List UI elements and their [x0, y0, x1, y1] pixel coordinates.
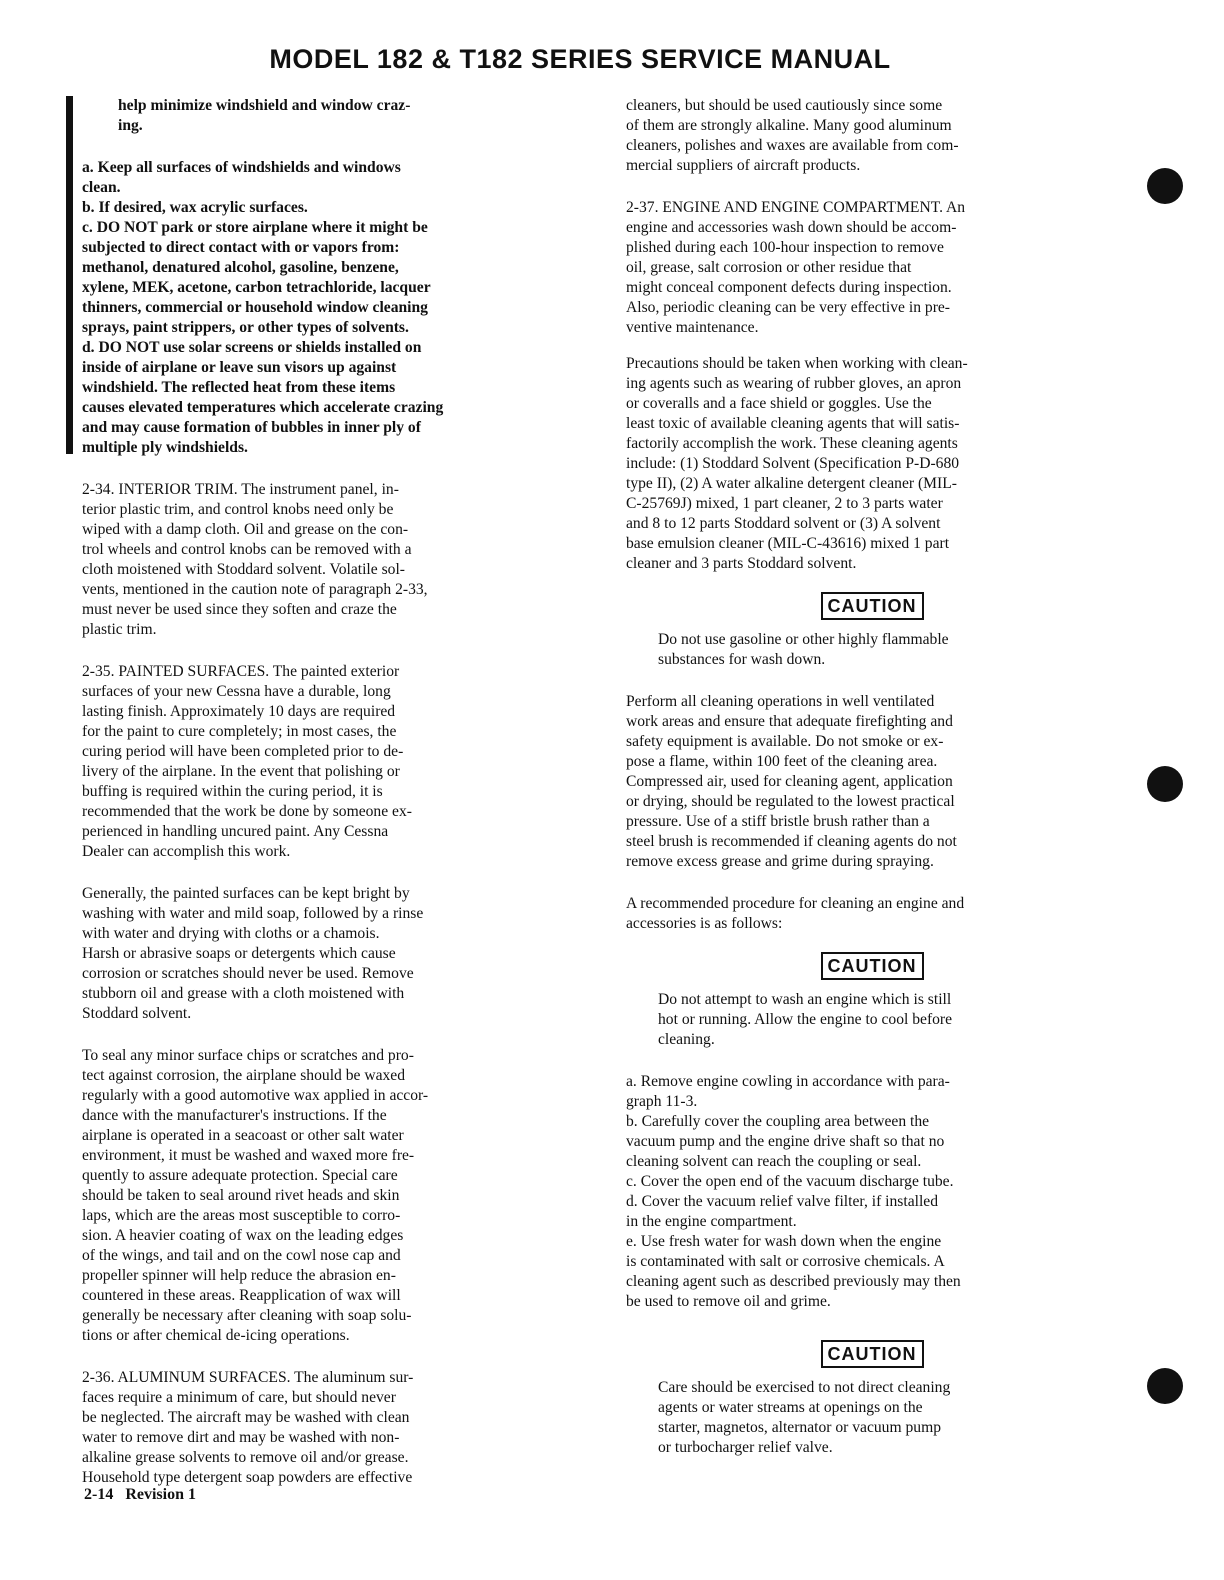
paragraph-aluminum-continued: cleaners, but should be used cautiously since some of them are strongly alkaline. Many good aluminum cleaners, polishes and waxes are available from com- mercial suppliers of aircraft products. — [626, 97, 959, 174]
right-column — [626, 96, 1118, 1458]
intro-text: help minimize windshield and window craz- ing. — [118, 97, 411, 134]
paragraph-2-34-interior-trim: 2-34. INTERIOR TRIM. The instrument panel, in- terior plastic trim, and control knobs need only be wiped with a damp cloth. Oil and grease on the con- trol wheels and control knobs can be removed with a cloth moistened with Stoddard solvent. Volatile sol- vents, mentioned in the caution note of paragraph 2-33, must never be used since they soften and craze the plastic trim. — [82, 481, 428, 638]
page-number: 2-14 — [84, 1486, 114, 1503]
revision-change-bar — [66, 96, 73, 454]
binder-hole-middle — [1147, 766, 1183, 802]
step-d: d. Cover the vacuum relief valve filter, if installed in the engine compartment. — [626, 1193, 939, 1230]
caution-heading-2 — [626, 952, 1118, 980]
left-column — [82, 96, 582, 1488]
caution-text-2: Do not attempt to wash an engine which is still hot or running. Allow the engine to cool before cleaning. — [658, 991, 953, 1048]
caution-text-3: Care should be exercised to not direct cleaning agents or water streams at openings on the starter, magnetos, alternator or vacuum pump or turbocharger relief valve. — [658, 1379, 951, 1456]
step-e: e. Use fresh water for wash down when the engine is contaminated with salt or corrosive chemicals. A cleaning agent such as described previously may then be used to remove oil and grime. — [626, 1233, 961, 1310]
caution-text-1: Do not use gasoline or other highly flammable substances for wash down. — [658, 631, 949, 668]
list-item-a: a. Keep all surfaces of windshields and windows clean. — [82, 159, 401, 196]
paragraph-perform-cleaning: Perform all cleaning operations in well ventilated work areas and ensure that adequate firefighting and safety equipment is available. Do not smoke or ex- pose a flame, within 100 feet of the cleaning area. Compressed air, used for cleaning agent, application or drying, should be regulated to the lowest practical pressure. Use of a stiff bristle brush rather than a steel brush is recommended if cleaning agents do not remove excess grease and grime during spraying. — [626, 693, 957, 870]
caution-label: CAUTION — [821, 592, 924, 620]
list-item-c: c. DO NOT park or store airplane where it might be subjected to direct contact with or vapors from: methanol, denatured alcohol, gasoline, benzene, xylene, MEK, acetone, carbon tetrachloride, lacquer thinners, commercial or household window cleaning sprays, paint strippers, or other types of solvents. — [82, 219, 431, 336]
revision-label: Revision 1 — [125, 1486, 196, 1503]
binder-hole-top — [1147, 168, 1183, 204]
paragraph-painted-washing: Generally, the painted surfaces can be kept bright by washing with water and mild soap, followed by a rinse with water and drying with cloths or a chamois. Harsh or abrasive soaps or detergents which cause corrosion or scratches should never be used. Remove stubborn oil and grease with a cloth moistened with Stoddard solvent. — [82, 885, 424, 1022]
paragraph-2-37-engine-compartment: 2-37. ENGINE AND ENGINE COMPARTMENT. An engine and accessories wash down should be accom- plished during each 100-hour inspection to remove oil, grease, salt corrosion or other residue that might conceal component defects during inspection. Also, periodic cleaning can be very effective in pre- ventive maintenance. — [626, 199, 966, 336]
caution-heading-1 — [626, 592, 1118, 620]
paragraph-recommended-procedure: A recommended procedure for cleaning an engine and accessories is as follows: — [626, 895, 965, 932]
caution-label: CAUTION — [821, 952, 924, 980]
binder-hole-bottom — [1147, 1368, 1183, 1404]
paragraph-waxing: To seal any minor surface chips or scratches and pro- tect against corrosion, the airplane should be waxed regularly with a good automotive wax applied in accor- dance with the manufacturer's instructions. If the airplane is operated in a seacoast or other salt water environment, it must be washed and waxed more fre- quently to assure adequate protection. Special care should be taken to seal around rivet heads and skin laps, which are the areas most susceptible to corro- sion. A heavier coating of wax on the leading edges of the wings, and tail and on the cowl nose cap and propeller spinner will help reduce the abrasion en- countered in these areas. Reapplication of wax will generally be necessary after cleaning with soap solu- tions or after chemical de-icing operations. — [82, 1047, 429, 1344]
paragraph-precautions: Precautions should be taken when working with clean- ing agents such as wearing of rubber gloves, an apron or coveralls and a face shield or goggles. Use the least toxic of available cleaning agents that will satis- factorily accomplish the work. These cleaning agents include: (1) Stoddard Solvent (Specification P-D-680 type II), (2) A water alkaline detergent cleaner (MIL- C-25769J) mixed, 1 part cleaner, 2 to 3 parts water and 8 to 12 parts Stoddard solvent or (3) A solvent base emulsion cleaner (MIL-C-43616) mixed 1 part cleaner and 3 parts Stoddard solvent. — [626, 355, 968, 572]
caution-heading-3 — [626, 1340, 1118, 1368]
paragraph-2-36-aluminum-surfaces: 2-36. ALUMINUM SURFACES. The aluminum sur- faces require a minimum of care, but should never be neglected. The aircraft may be washed with clean water to remove dirt and may be washed with non- alkaline grease solvents to remove oil and/or grease. Household type detergent soap powders are effective — [82, 1369, 414, 1486]
step-c: c. Cover the open end of the vacuum discharge tube. — [626, 1173, 954, 1190]
page-footer — [84, 1486, 196, 1504]
caution-label: CAUTION — [821, 1340, 924, 1368]
step-a: a. Remove engine cowling in accordance with para- graph 11-3. — [626, 1073, 950, 1110]
list-item-d: d. DO NOT use solar screens or shields installed on inside of airplane or leave sun visors up against windshield. The reflected heat from these items causes elevated temperatures which accelerate crazing and may cause formation of bubbles in inner ply of multiple ply windshields. — [82, 339, 444, 456]
list-item-b: b. If desired, wax acrylic surfaces. — [82, 199, 308, 216]
paragraph-2-35-painted-surfaces: 2-35. PAINTED SURFACES. The painted exterior surfaces of your new Cessna have a durable, long lasting finish. Approximately 10 days are required for the paint to cure completely; in most cases, the curing period will have been completed prior to de- livery of the airplane. In the event that polishing or buffing is required within the curing period, it is recommended that the work be done by someone ex- perienced in handling uncured paint. Any Cessna Dealer can accomplish this work. — [82, 663, 412, 860]
page-header-title: MODEL 182 & T182 SERIES SERVICE MANUAL — [269, 44, 891, 74]
step-b: b. Carefully cover the coupling area between the vacuum pump and the engine drive shaft so that no cleaning solvent can reach the coupling or seal. — [626, 1113, 945, 1170]
